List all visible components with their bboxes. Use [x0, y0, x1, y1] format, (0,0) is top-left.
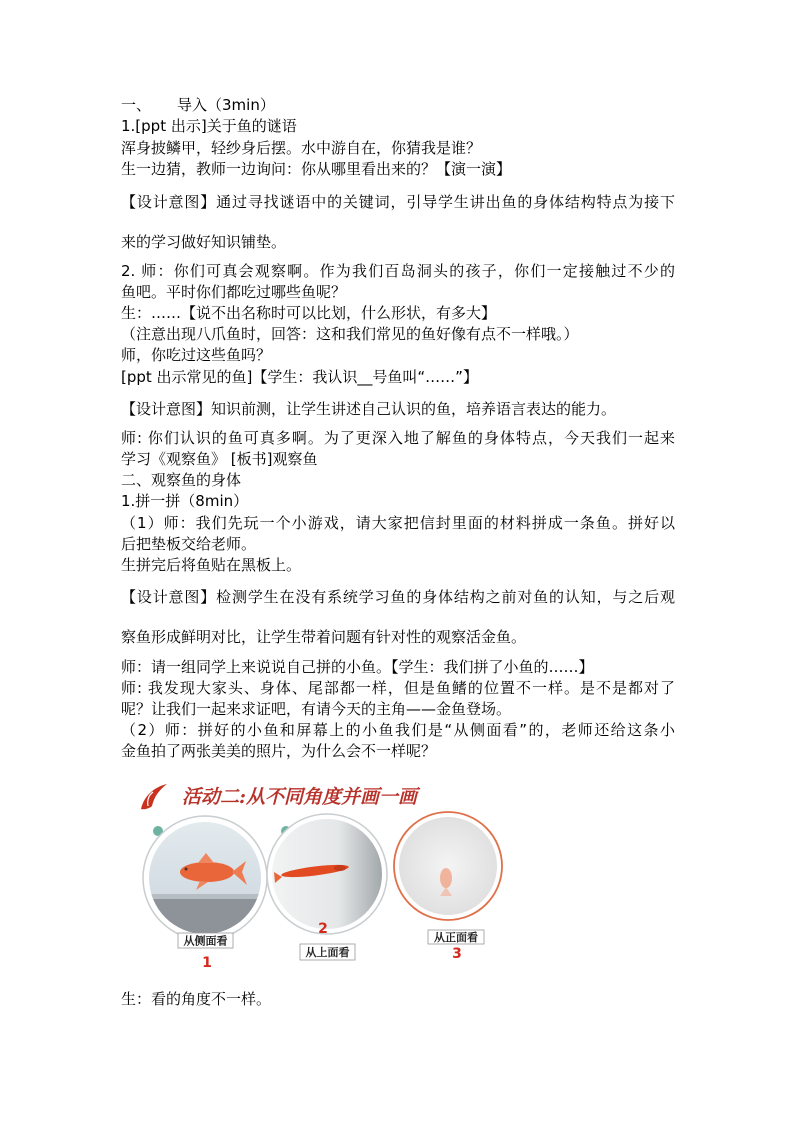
- text-line: 师：请一组同学上来说说自己拼的小鱼。【学生：我们拼了小鱼的……】: [121, 658, 594, 676]
- activity-figure: [130, 770, 510, 970]
- text-line: 生拼完后将鱼贴在黑板上。: [121, 556, 302, 574]
- view-label-top: 从上面看: [305, 946, 350, 959]
- design-intent-line: 来的学习做好知识铺垫。: [121, 233, 287, 251]
- section-number: 一、: [121, 96, 152, 114]
- goldfish-front: [440, 868, 452, 888]
- text-line: 师，你吃过这些鱼吗？: [121, 346, 272, 364]
- goldfish-side: [180, 862, 234, 882]
- closing-line: 生：看的角度不一样。: [121, 990, 272, 1008]
- text-line: 生一边猜，教师一边询问：你从哪里看出来的？【演一演】: [121, 160, 512, 178]
- design-intent-line: 【设计意图】检测学生在没有系统学习鱼的身体结构之前对鱼的认知，与之后观: [121, 588, 675, 606]
- text-line: （2）师：拼好的小鱼和屏幕上的小鱼我们是“从侧面看”的，老师还给这条小: [121, 721, 675, 739]
- text-line: 1.[ppt 出示]关于鱼的谜语: [121, 117, 297, 135]
- design-intent-line: 【设计意图】知识前测，让学生讲述自己认识的鱼，培养语言表达的能力。: [121, 400, 617, 418]
- text-line: （1）师：我们先玩一个小游戏，请大家把信封里面的材料拼成一条鱼。拼好以: [121, 514, 675, 532]
- text-line: 呢？让我们一起来求证吧，有请今天的主角——金鱼登场。: [121, 700, 512, 718]
- section-heading: 二、观察鱼的身体: [121, 471, 242, 489]
- view-number-3: 3: [452, 946, 462, 962]
- design-intent-line: 【设计意图】通过寻找谜语中的关键词，引导学生讲出鱼的身体结构特点为接下: [121, 193, 675, 211]
- subsection-heading: 1.拼一拼（8min）: [121, 492, 249, 510]
- text-line: 生：……【说不出名称时可以比划，什么形状，有多大】: [121, 304, 497, 322]
- text-line: 鱼吧。平时你们都吃过哪些鱼呢？: [121, 283, 347, 301]
- text-line: 师: 你们认识的鱼可真多啊。为了更深入地了解鱼的身体特点，今天我们一起来: [121, 429, 675, 447]
- section-title: 导入（3min）: [177, 96, 275, 114]
- figure-title: 活动二:从不同角度并画一画: [182, 786, 418, 808]
- view-label-side: 从侧面看: [183, 934, 228, 948]
- text-line: 学习《观察鱼》 [板书]观察鱼: [121, 450, 318, 468]
- text-line: [ppt 出示常见的鱼]【学生：我认识__号鱼叫“……”】: [121, 368, 478, 386]
- view-number-1: 1: [202, 955, 212, 970]
- view-number-2: 2: [318, 921, 328, 937]
- text-line: 2. 师：你们可真会观察啊。作为我们百岛洞头的孩子，你们一定接触过不少的: [121, 262, 675, 280]
- text-line: 后把垫板交给老师。: [121, 535, 257, 553]
- top-view-photo: [267, 814, 387, 960]
- text-line: 金鱼拍了两张美美的照片，为什么会不一样呢？: [121, 742, 437, 760]
- side-view-photo: [143, 816, 267, 970]
- red-fish-icon: [141, 784, 167, 809]
- front-view-photo: [394, 812, 502, 962]
- text-line: （注意出现八爪鱼时，回答：这和我们常见的鱼好像有点不一样哦。）: [121, 325, 579, 343]
- riddle-line: 浑身披鳞甲，轻纱身后摆。水中游自在，你猜我是谁？: [121, 139, 482, 157]
- design-intent-line: 察鱼形成鲜明对比，让学生带着问题有针对性的观察活金鱼。: [121, 628, 527, 646]
- text-line: 师: 我发现大家头、身体、尾部都一样，但是鱼鳍的位置不一样。是不是都对了: [121, 679, 675, 697]
- view-label-front: 从正面看: [434, 931, 478, 944]
